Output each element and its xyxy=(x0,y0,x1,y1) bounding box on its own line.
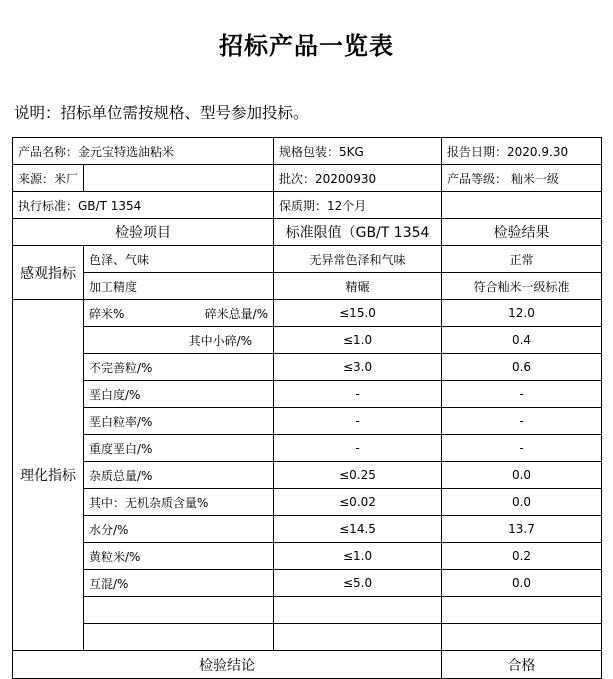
limit-cell xyxy=(274,597,442,624)
limit-cell: ≤0.25 xyxy=(274,462,442,489)
item-cell: 色泽、气味 xyxy=(84,246,274,273)
conclusion-label: 检验结论 xyxy=(13,651,442,679)
table-row xyxy=(13,408,602,435)
result-cell: 0.0 xyxy=(442,489,602,516)
result-cell: 正常 xyxy=(442,246,602,273)
item-cell xyxy=(84,327,274,354)
info-row xyxy=(13,165,602,192)
execution-standard: 执行标准：GB/T 1354 xyxy=(13,192,274,219)
empty-cell xyxy=(442,192,602,219)
product-name: 产品名称：金元宝特选油粘米 xyxy=(13,138,274,165)
conclusion-row xyxy=(13,651,602,679)
info-row xyxy=(13,138,602,165)
page-title: 招标产品一览表 xyxy=(219,31,394,60)
item-cell xyxy=(84,597,274,624)
table-row xyxy=(13,462,602,489)
header-item: 检验项目 xyxy=(13,219,274,246)
table-row xyxy=(13,273,602,300)
limit-cell: ≤5.0 xyxy=(274,570,442,597)
result-cell: 0.6 xyxy=(442,354,602,381)
result-cell: 符合籼米一级标准 xyxy=(442,273,602,300)
broken-small-label: 其中小碎/% xyxy=(188,333,253,348)
result-cell: 0.0 xyxy=(442,462,602,489)
table-row xyxy=(13,246,602,273)
broken-rice-label: 碎米% xyxy=(89,306,125,321)
limit-cell: ≤3.0 xyxy=(274,354,442,381)
item-cell: 黄粒米/% xyxy=(84,543,274,570)
table-row xyxy=(13,327,602,354)
limit-cell xyxy=(274,624,442,651)
spec-packaging: 规格包装：5KG xyxy=(274,138,442,165)
result-cell: 0.2 xyxy=(442,543,602,570)
header-limit: 标准限值（GB/T 1354 xyxy=(274,219,442,246)
result-cell xyxy=(442,597,602,624)
physical-category: 理化指标 xyxy=(13,300,84,651)
table-row xyxy=(13,381,602,408)
table-row xyxy=(13,300,602,327)
table-row xyxy=(13,570,602,597)
limit-cell: 精碾 xyxy=(274,273,442,300)
item-cell: 重度垩白/% xyxy=(84,435,274,462)
table-row xyxy=(13,624,602,651)
item-cell xyxy=(84,624,274,651)
header-row xyxy=(13,219,602,246)
instruction-note: 说明：招标单位需按规格、型号参加投标。 xyxy=(14,104,309,122)
table-row xyxy=(13,354,602,381)
result-cell: - xyxy=(442,381,602,408)
table-row xyxy=(13,489,602,516)
product-table xyxy=(12,137,602,679)
limit-cell: ≤1.0 xyxy=(274,327,442,354)
broken-total-label: 碎米总量/% xyxy=(204,306,269,321)
item-cell: 水分/% xyxy=(84,516,274,543)
item-cell: 垩白度/% xyxy=(84,381,274,408)
result-cell: 0.0 xyxy=(442,570,602,597)
result-cell: 12.0 xyxy=(442,300,602,327)
limit-cell: ≤15.0 xyxy=(274,300,442,327)
conclusion-result: 合格 xyxy=(442,651,602,679)
limit-cell: - xyxy=(274,435,442,462)
result-cell: 0.4 xyxy=(442,327,602,354)
report-date: 报告日期：2020.9.30 xyxy=(442,138,602,165)
table-row xyxy=(13,516,602,543)
empty-cell xyxy=(84,165,274,192)
result-cell xyxy=(442,624,602,651)
batch: 批次：20200930 xyxy=(274,165,442,192)
table-row xyxy=(13,435,602,462)
limit-cell: - xyxy=(274,408,442,435)
limit-cell: ≤0.02 xyxy=(274,489,442,516)
table-row xyxy=(13,543,602,570)
limit-cell: ≤14.5 xyxy=(274,516,442,543)
source: 来源：米厂 xyxy=(13,165,84,192)
limit-cell: 无异常色泽和气味 xyxy=(274,246,442,273)
shelf-life: 保质期：12个月 xyxy=(274,192,442,219)
item-cell xyxy=(84,300,274,327)
result-cell: - xyxy=(442,435,602,462)
item-cell: 垩白粒率/% xyxy=(84,408,274,435)
table-row xyxy=(13,597,602,624)
info-row xyxy=(13,192,602,219)
product-grade: 产品等级： 籼米一级 xyxy=(442,165,602,192)
limit-cell: - xyxy=(274,381,442,408)
limit-cell: ≤1.0 xyxy=(274,543,442,570)
item-cell: 互混/% xyxy=(84,570,274,597)
result-cell: - xyxy=(442,408,602,435)
result-cell: 13.7 xyxy=(442,516,602,543)
item-cell: 不完善粒/% xyxy=(84,354,274,381)
sensory-category: 感观指标 xyxy=(13,246,84,300)
item-cell: 其中：无机杂质含量% xyxy=(84,489,274,516)
item-cell: 杂质总量/% xyxy=(84,462,274,489)
item-cell: 加工精度 xyxy=(84,273,274,300)
header-result: 检验结果 xyxy=(442,219,602,246)
